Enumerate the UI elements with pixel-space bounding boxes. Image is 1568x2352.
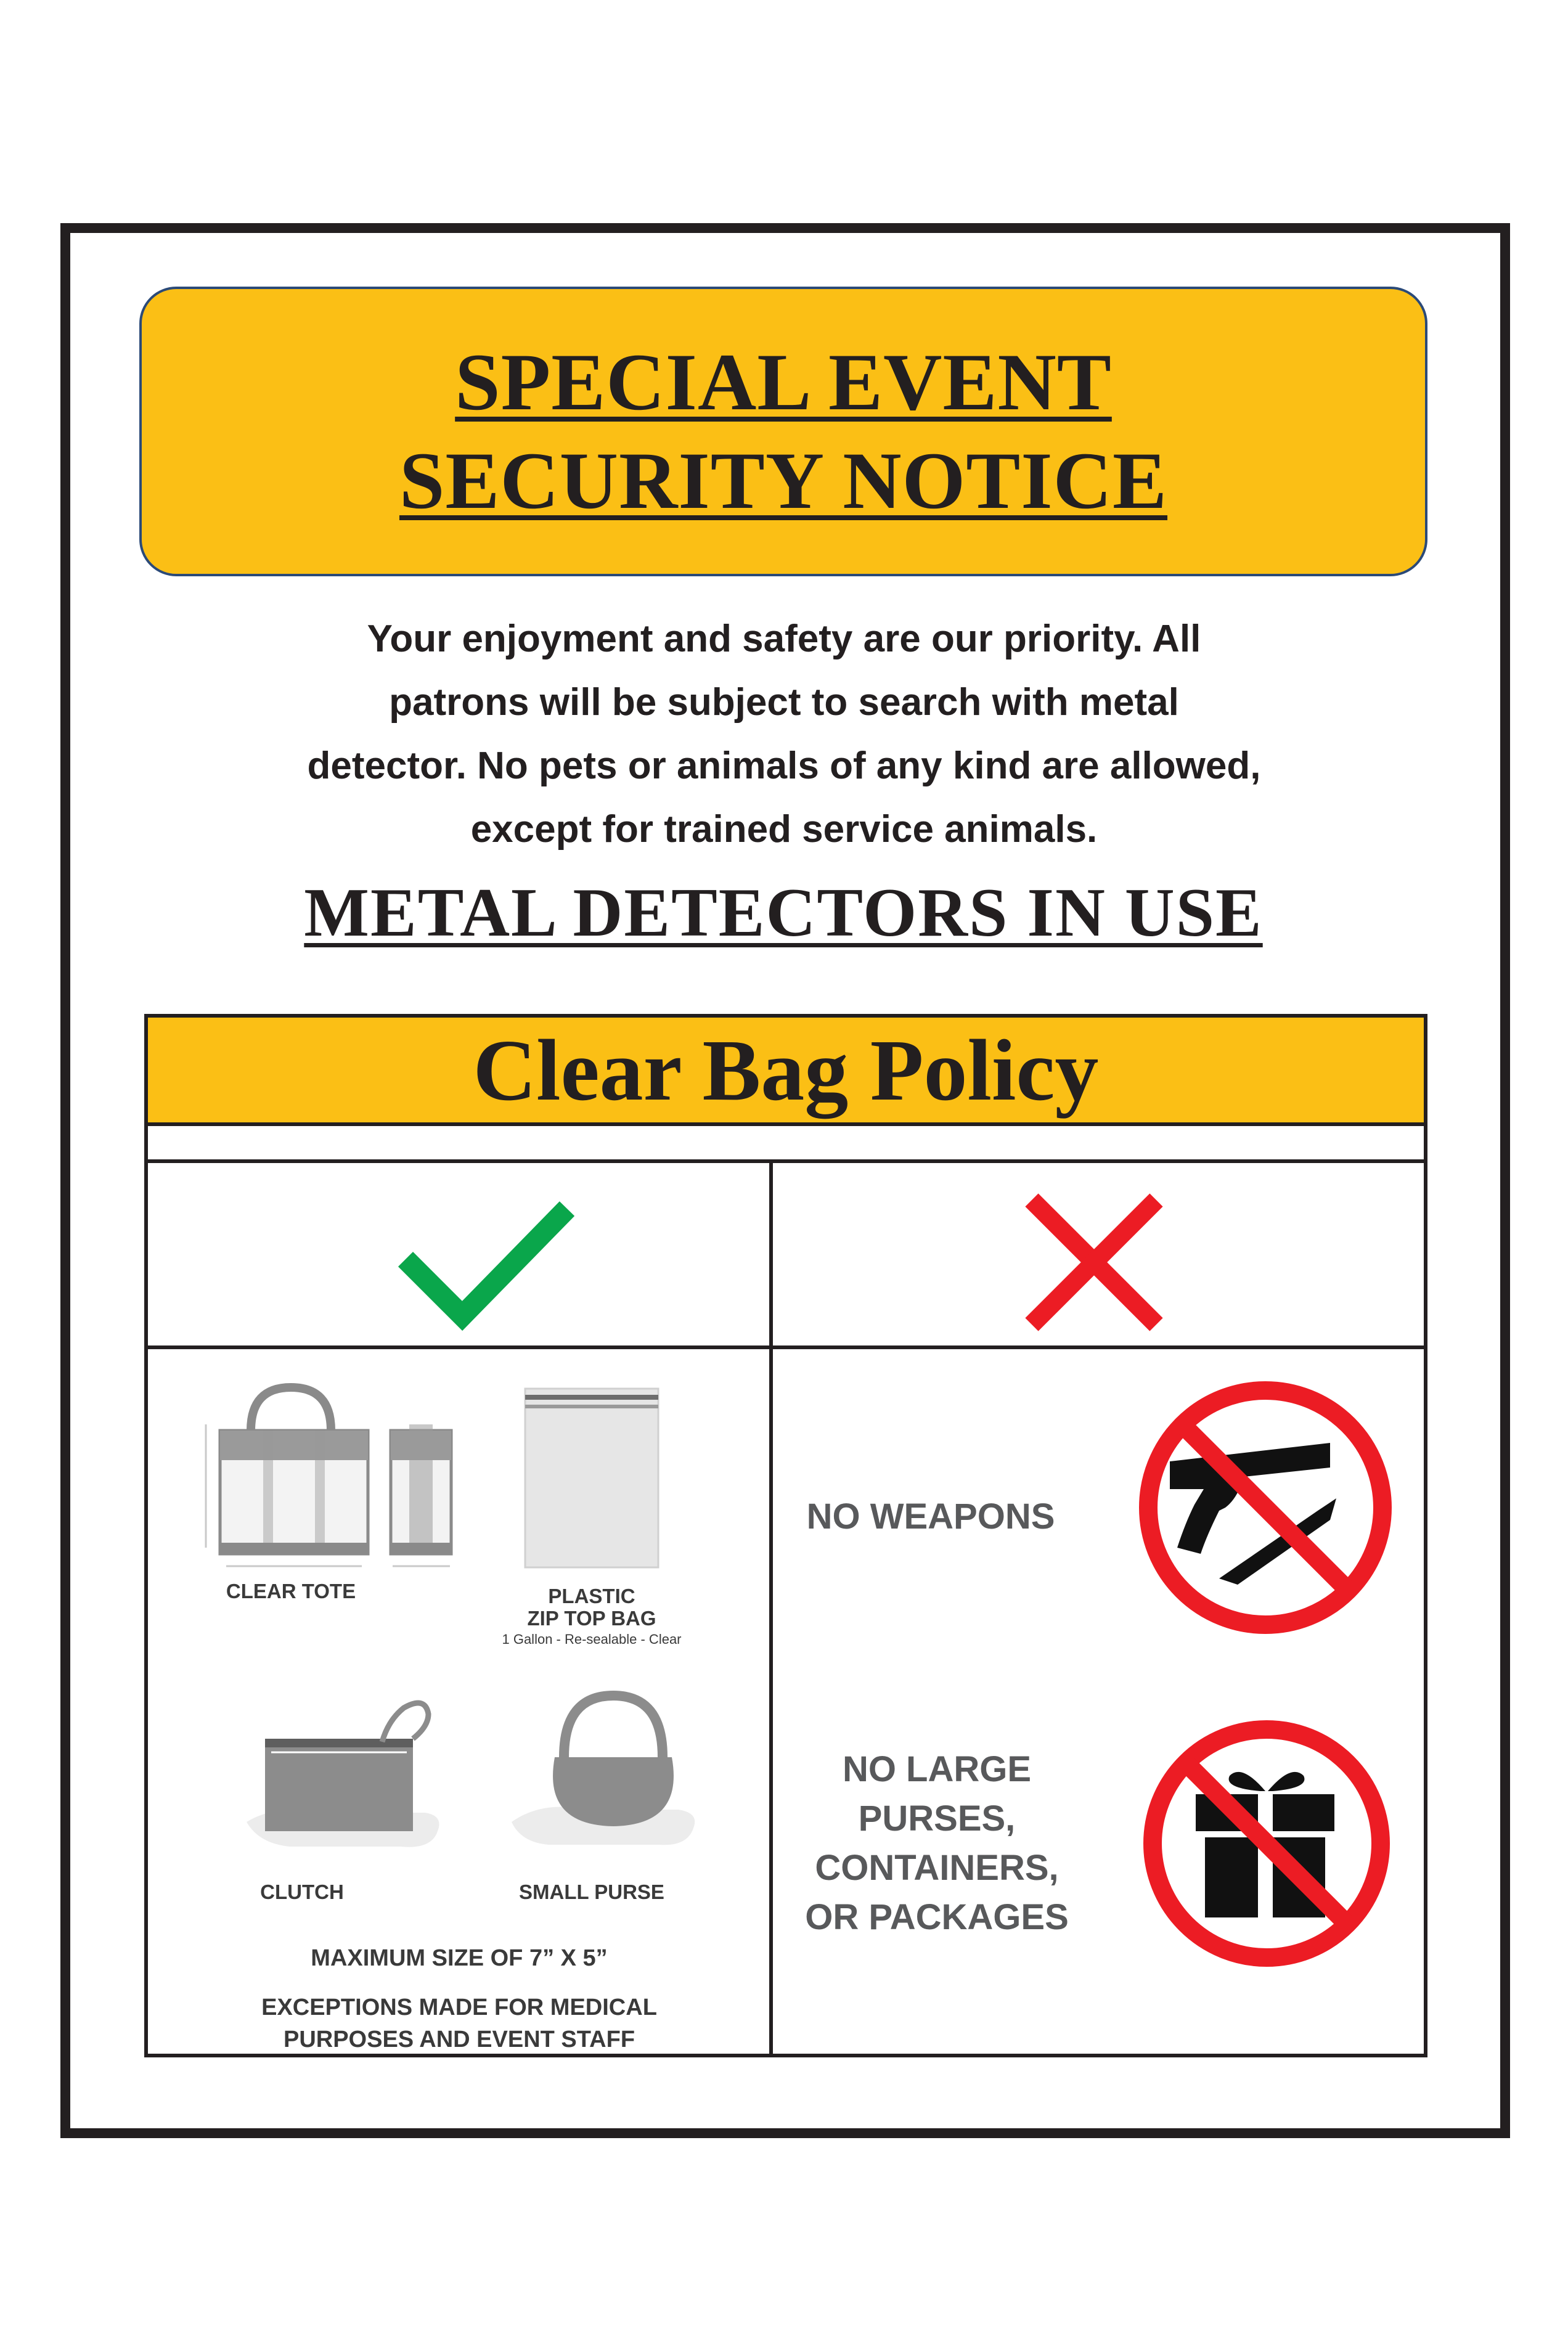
- prohibited-line: NO WEAPONS: [806, 1497, 1055, 1537]
- zip-bag-sublabel: 1 Gallon - Re-sealable - Clear: [502, 1631, 682, 1647]
- exceptions-line: PURPOSES AND EVENT STAFF: [283, 2027, 635, 2052]
- small-purse-label: SMALL PURSE: [519, 1880, 664, 1903]
- clear-bag-policy-table: [144, 1014, 1427, 2057]
- clutch-label: CLUTCH: [260, 1880, 344, 1903]
- divider: [148, 1345, 1424, 1349]
- no-weapons-text: [789, 1492, 1072, 1541]
- intro-paragraph: [148, 607, 1420, 861]
- policy-title: Clear Bag Policy: [473, 1021, 1099, 1119]
- x-icon: [1023, 1191, 1165, 1333]
- prohibited-line: NO LARGE: [842, 1749, 1032, 1789]
- zip-bag-icon: [524, 1387, 659, 1572]
- column-divider: [769, 1163, 773, 2054]
- title-banner: [139, 287, 1427, 576]
- intro-line: Your enjoyment and safety are our priority. All: [367, 618, 1201, 660]
- zip-bag-label-line-1: PLASTIC: [548, 1585, 635, 1607]
- intro-line: detector. No pets or animals of any kind are allowed,: [307, 745, 1261, 787]
- max-size-note: MAXIMUM SIZE OF 7” X 5”: [311, 1945, 608, 1971]
- title-line-2: SECURITY NOTICE: [399, 435, 1168, 526]
- exceptions-line: EXCEPTIONS MADE FOR MEDICAL: [261, 1995, 657, 2020]
- prohibited-line: CONTAINERS,: [815, 1848, 1059, 1888]
- no-packages-text: [783, 1745, 1091, 1942]
- clear-tote-icon: [192, 1381, 463, 1572]
- clutch-icon: [240, 1696, 450, 1856]
- policy-header: [148, 1018, 1424, 1126]
- check-icon: [394, 1196, 579, 1332]
- no-packages-icon: [1137, 1714, 1396, 1973]
- metal-detectors-heading: METAL DETECTORS IN USE: [304, 875, 1263, 951]
- small-purse-icon: [505, 1683, 703, 1856]
- exceptions-note: [173, 1991, 746, 2056]
- intro-line: patrons will be subject to search with metal: [389, 681, 1179, 724]
- divider: [148, 1159, 1424, 1163]
- title-line-1: SPECIAL EVENT: [455, 337, 1112, 427]
- prohibited-line: PURSES,: [858, 1799, 1016, 1839]
- clear-tote-label: CLEAR TOTE: [226, 1580, 356, 1603]
- intro-line: except for trained service animals.: [470, 808, 1098, 851]
- prohibited-line: OR PACKAGES: [805, 1897, 1069, 1937]
- no-weapons-icon: [1133, 1375, 1398, 1640]
- zip-bag-label-line-2: ZIP TOP BAG: [527, 1607, 656, 1630]
